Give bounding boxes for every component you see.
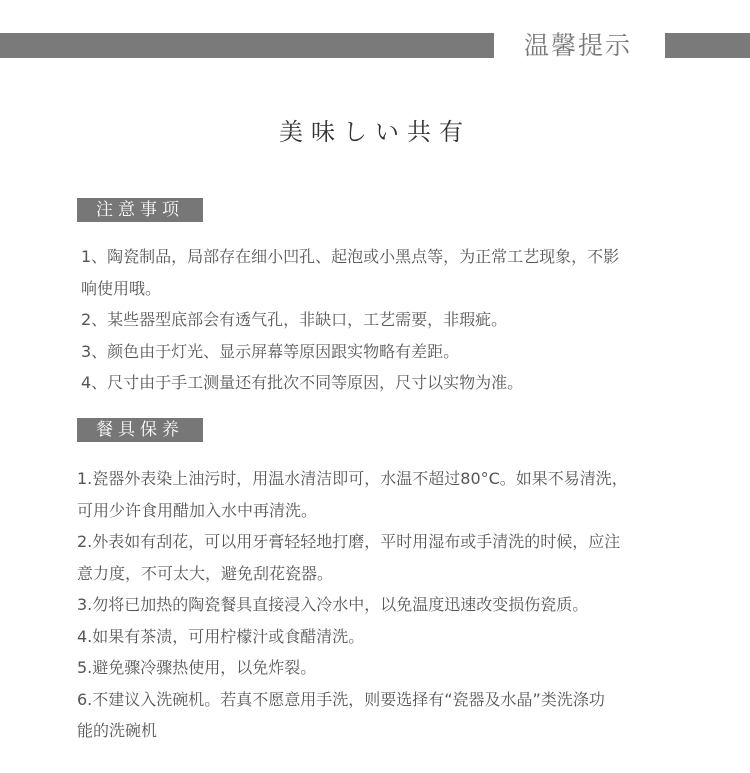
notes-section-tag: 注意事项 — [77, 198, 203, 222]
list-item — [77, 621, 693, 653]
list-item-line: 6.不建议入洗碗机。若真不愿意用手洗，则要选择有“瓷器及水晶”类洗涤功 — [77, 689, 605, 709]
list-item — [77, 684, 693, 747]
list-item-line: 3、颜色由于灯光、显示屏幕等原因跟实物略有差距。 — [81, 341, 460, 361]
list-item-line: 可用少许食用醋加入水中再清洗。 — [77, 500, 318, 520]
list-item-line: 1.瓷器外表染上油污时，用温水清洁即可，水温不超过80°C。如果不易清洗， — [77, 469, 628, 488]
notes-list — [81, 241, 693, 399]
list-item-line: 意力度，不可太大，避免刮花瓷器。 — [77, 563, 334, 583]
list-item — [81, 336, 693, 368]
list-item — [77, 526, 693, 589]
list-item — [77, 652, 693, 684]
list-item-line: 1、陶瓷制品，局部存在细小凹孔、起泡或小黑点等，为正常工艺现象，不影 — [81, 247, 620, 266]
list-item — [77, 589, 693, 621]
header-title: 温馨提示 — [523, 31, 632, 60]
list-item-line: 5.避免骤冷骤热使用，以免炸裂。 — [77, 658, 317, 677]
list-item — [81, 241, 693, 304]
list-item-line: 响使用哦。 — [81, 278, 162, 298]
list-item-line: 4、尺寸由于手工测量还有批次不同等原因，尺寸以实物为准。 — [81, 373, 524, 392]
header-bar-right — [665, 33, 750, 58]
list-item-line: 2、某些器型底部会有透气孔，非缺口，工艺需要，非瑕疵。 — [81, 310, 508, 329]
list-item-line: 2.外表如有刮花，可以用牙膏轻轻地打磨，平时用湿布或手清洗的时候，应注 — [77, 532, 621, 551]
list-item-line: 3.勿将已加热的陶瓷餐具直接浸入冷水中，以免温度迅速改变损伤瓷质。 — [77, 595, 589, 614]
care-list — [77, 463, 693, 747]
header-bar-left — [0, 33, 494, 58]
list-item-line: 能的洗碗机 — [77, 721, 158, 740]
list-item — [77, 463, 693, 526]
list-item-line: 4.如果有茶渍，可用柠檬汁或食醋清洗。 — [77, 626, 365, 646]
list-item — [81, 304, 693, 336]
care-section-tag: 餐具保养 — [77, 418, 203, 442]
list-item — [81, 367, 693, 399]
brand-title: 美味しい共有 — [279, 118, 471, 146]
